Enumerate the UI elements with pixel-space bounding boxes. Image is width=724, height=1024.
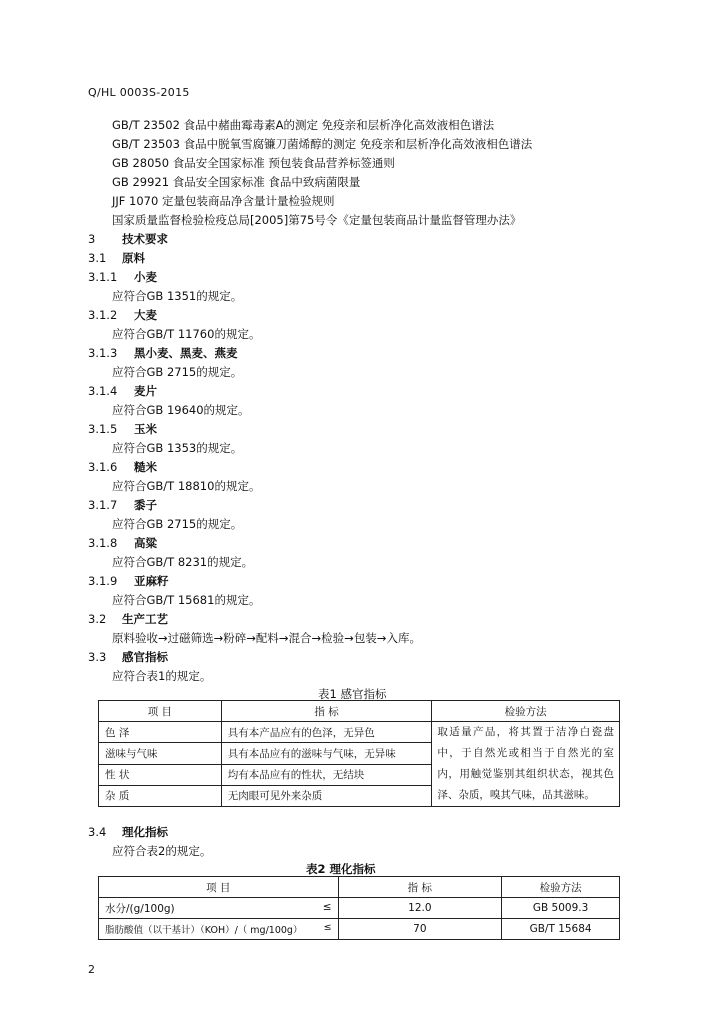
table-header-cell: 项 目 bbox=[99, 701, 222, 722]
table-cell: 性 状 bbox=[99, 764, 222, 785]
reference-line: GB/T 23502 食品中赭曲霉毒素A的测定 免疫亲和层析净化高效液相色谱法 bbox=[112, 118, 495, 132]
section-heading bbox=[88, 824, 168, 840]
table-header-cell: 检验方法 bbox=[432, 701, 620, 722]
table-header-row bbox=[99, 701, 620, 722]
section-number: 3.1.5 bbox=[88, 422, 118, 436]
section-text: 应符合GB 19640的规定。 bbox=[112, 403, 250, 417]
section-title: 感官指标 bbox=[122, 650, 168, 664]
reference-line: 国家质量监督检验检疫总局[2005]第75号令《定量包装商品计量监督管理办法》 bbox=[112, 213, 522, 227]
section-heading bbox=[88, 250, 145, 266]
table-row bbox=[99, 898, 620, 919]
section-title: 生产工艺 bbox=[122, 612, 168, 626]
table-cell: 无肉眼可见外来杂质 bbox=[221, 785, 432, 806]
section-text: 应符合GB 2715的规定。 bbox=[112, 365, 243, 379]
table-cell bbox=[99, 898, 339, 919]
section-heading bbox=[88, 269, 157, 285]
section-heading bbox=[88, 649, 168, 665]
section-title: 亚麻籽 bbox=[134, 574, 169, 588]
table-cell: 均有本品应有的性状，无结块 bbox=[221, 764, 432, 785]
table-cell-method: 取适量产品，将其置于洁净白瓷盘中，于自然光或相当于自然光的室内，用触觉鉴别其组织状态，视其色泽、杂质，嗅其气味，品其滋味。 bbox=[432, 722, 620, 807]
section-heading bbox=[88, 535, 157, 551]
table-cell: GB/T 15684 bbox=[502, 919, 620, 940]
table-caption: 表1 感官指标 bbox=[318, 687, 387, 701]
section-number: 3.1.7 bbox=[88, 498, 118, 512]
table-header-cell: 检验方法 bbox=[502, 877, 620, 898]
section-heading bbox=[88, 611, 168, 627]
table-caption: 表2 理化指标 bbox=[306, 862, 376, 876]
item-label: 水分/(g/100g) bbox=[105, 902, 175, 915]
section-heading bbox=[88, 231, 168, 247]
table-header-cell: 指 标 bbox=[221, 701, 432, 722]
section-number: 3.4 bbox=[88, 825, 107, 839]
section-title: 糙米 bbox=[134, 460, 157, 474]
table-cell: 滋味与气味 bbox=[99, 743, 222, 764]
section-text: 应符合表1的规定。 bbox=[112, 669, 212, 683]
section-heading bbox=[88, 345, 238, 361]
section-number: 3.1.1 bbox=[88, 270, 118, 284]
table-row bbox=[99, 722, 620, 743]
table-cell: 色 泽 bbox=[99, 722, 222, 743]
sensory-table bbox=[98, 700, 620, 807]
table-cell: GB 5009.3 bbox=[502, 898, 620, 919]
table-header-cell: 项 目 bbox=[99, 877, 339, 898]
section-text: 应符合GB/T 18810的规定。 bbox=[112, 479, 261, 493]
section-number: 3.1.3 bbox=[88, 346, 118, 360]
table-cell: 具有本品应有的滋味与气味，无异味 bbox=[221, 743, 432, 764]
section-text: 应符合表2的规定。 bbox=[112, 844, 212, 858]
section-title: 黍子 bbox=[134, 498, 157, 512]
table-cell: 12.0 bbox=[338, 898, 502, 919]
section-text: 应符合GB 2715的规定。 bbox=[112, 517, 243, 531]
reference-line: GB/T 23503 食品中脱氧雪腐镰刀菌烯醇的测定 免疫亲和层析净化高效液相色谱法 bbox=[112, 137, 533, 151]
section-text: 应符合GB/T 8231的规定。 bbox=[112, 555, 254, 569]
section-number: 3.2 bbox=[88, 612, 107, 626]
table-row bbox=[99, 919, 620, 940]
section-number: 3.1 bbox=[88, 251, 107, 265]
section-title: 原料 bbox=[122, 251, 145, 265]
section-title: 麦片 bbox=[134, 384, 157, 398]
item-label: 脂肪酸值（以干基计）（KOH）/（ mg/100g） bbox=[105, 925, 303, 936]
section-title: 黑小麦、黑麦、燕麦 bbox=[134, 346, 238, 360]
table-cell bbox=[99, 919, 339, 940]
section-text: 应符合GB 1353的规定。 bbox=[112, 441, 243, 455]
section-number: 3.1.4 bbox=[88, 384, 118, 398]
reference-line: GB 28050 食品安全国家标准 预包装食品营养标签通则 bbox=[112, 156, 395, 170]
section-number: 3.1.2 bbox=[88, 308, 118, 322]
reference-line: GB 29921 食品安全国家标准 食品中致病菌限量 bbox=[112, 175, 361, 189]
page-number: 2 bbox=[88, 963, 95, 976]
reference-line: JJF 1070 定量包装商品净含量计量检验规则 bbox=[112, 194, 335, 208]
section-title: 大麦 bbox=[134, 308, 157, 322]
section-heading bbox=[88, 383, 157, 399]
physicochemical-table bbox=[98, 876, 620, 940]
section-text: 应符合GB/T 11760的规定。 bbox=[112, 327, 261, 341]
table-cell: 具有本产品应有的色泽，无异色 bbox=[221, 722, 432, 743]
section-text: 应符合GB 1351的规定。 bbox=[112, 289, 243, 303]
table-cell: 70 bbox=[338, 919, 502, 940]
section-heading bbox=[88, 421, 157, 437]
table-cell: 杂 质 bbox=[99, 785, 222, 806]
section-number: 3.1.6 bbox=[88, 460, 118, 474]
table-header-cell: 指 标 bbox=[338, 877, 502, 898]
section-title: 高粱 bbox=[134, 536, 157, 550]
section-title: 玉米 bbox=[134, 422, 157, 436]
section-heading bbox=[88, 307, 157, 323]
section-number: 3.3 bbox=[88, 650, 107, 664]
section-text: 原料验收→过磁筛选→粉碎→配料→混合→检验→包装→入库。 bbox=[112, 631, 421, 645]
section-title: 技术要求 bbox=[122, 232, 168, 246]
section-title: 理化指标 bbox=[122, 825, 168, 839]
section-heading bbox=[88, 459, 157, 475]
comparison-symbol: ≤ bbox=[322, 900, 332, 913]
section-number: 3 bbox=[88, 232, 96, 246]
table-header-row bbox=[99, 877, 620, 898]
section-number: 3.1.8 bbox=[88, 536, 118, 550]
section-text: 应符合GB/T 15681的规定。 bbox=[112, 593, 261, 607]
comparison-symbol: ≤ bbox=[323, 922, 332, 933]
section-heading bbox=[88, 497, 157, 513]
section-title: 小麦 bbox=[134, 270, 157, 284]
section-number: 3.1.9 bbox=[88, 574, 118, 588]
section-heading bbox=[88, 573, 169, 589]
standard-code: Q/HL 0003S-2015 bbox=[88, 86, 190, 99]
